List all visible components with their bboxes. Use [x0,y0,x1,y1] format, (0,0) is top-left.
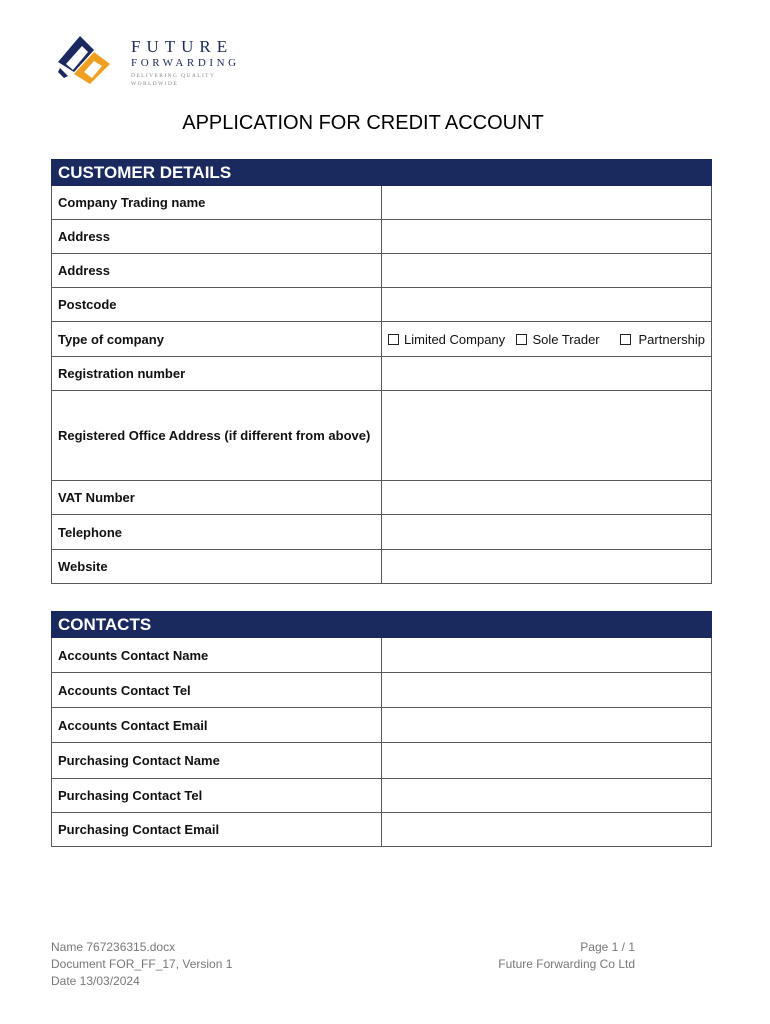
footer-document-version: Document FOR_FF_17, Version 1 [51,957,233,971]
address-1-field[interactable] [382,220,712,254]
footer-page-number: Page 1 / 1 [580,940,635,954]
registered-office-field[interactable] [382,391,712,481]
purchasing-contact-name-label: Purchasing Contact Name [52,743,382,779]
telephone-field[interactable] [382,515,712,550]
purchasing-contact-email-field[interactable] [382,813,712,847]
logo-line-1: FUTURE [131,37,234,56]
footer-file-name: Name 767236315.docx [51,940,176,954]
page-title: APPLICATION FOR CREDIT ACCOUNT [182,112,544,134]
postcode-label: Postcode [52,288,382,322]
postcode-field[interactable] [382,288,712,322]
purchasing-contact-tel-label: Purchasing Contact Tel [52,779,382,813]
option-limited-company-label: Limited Company [404,331,506,347]
purchasing-contact-name-field[interactable] [382,743,712,779]
purchasing-contact-email-label: Purchasing Contact Email [52,813,382,847]
checkbox-partnership[interactable] [620,334,631,345]
customer-details-header: CUSTOMER DETAILS [52,160,712,186]
footer-company-name: Future Forwarding Co Ltd [498,957,635,971]
address-2-field[interactable] [382,254,712,288]
website-field[interactable] [382,550,712,584]
type-of-company-field [382,322,712,357]
option-limited-company[interactable] [388,332,516,347]
registration-number-field[interactable] [382,357,712,391]
option-partnership-label: Partnership [638,331,705,347]
accounts-contact-email-label: Accounts Contact Email [52,708,382,743]
vat-number-label: VAT Number [52,481,382,515]
accounts-contact-email-field[interactable] [382,708,712,743]
checkbox-sole-trader[interactable] [516,334,527,345]
company-trading-name-label: Company Trading name [52,186,382,220]
logo-mark-icon [56,34,112,86]
registered-office-label: Registered Office Address (if different from above) [52,391,382,481]
type-of-company-label: Type of company [52,322,382,357]
address-2-label: Address [52,254,382,288]
purchasing-contact-tel-field[interactable] [382,779,712,813]
company-trading-name-field[interactable] [382,186,712,220]
footer-document-info [51,939,232,990]
company-logo [56,34,256,88]
accounts-contact-name-field[interactable] [382,638,712,673]
contacts-table [51,611,712,847]
logo-line-2: FORWARDING [131,57,240,69]
address-1-label: Address [52,220,382,254]
accounts-contact-tel-field[interactable] [382,673,712,708]
option-sole-trader[interactable] [516,332,619,347]
website-label: Website [52,550,382,584]
option-partnership[interactable] [620,332,705,347]
accounts-contact-tel-label: Accounts Contact Tel [52,673,382,708]
registration-number-label: Registration number [52,357,382,391]
option-sole-trader-label: Sole Trader [532,331,600,347]
telephone-label: Telephone [52,515,382,550]
logo-tagline: DELIVERING QUALITY WORLDWIDE [131,73,216,87]
accounts-contact-name-label: Accounts Contact Name [52,638,382,673]
footer-date: Date 13/03/2024 [51,974,140,988]
checkbox-limited-company[interactable] [388,334,399,345]
contacts-header: CONTACTS [52,612,712,638]
vat-number-field[interactable] [382,481,712,515]
footer-page-info [498,939,635,973]
customer-details-table [51,159,712,584]
